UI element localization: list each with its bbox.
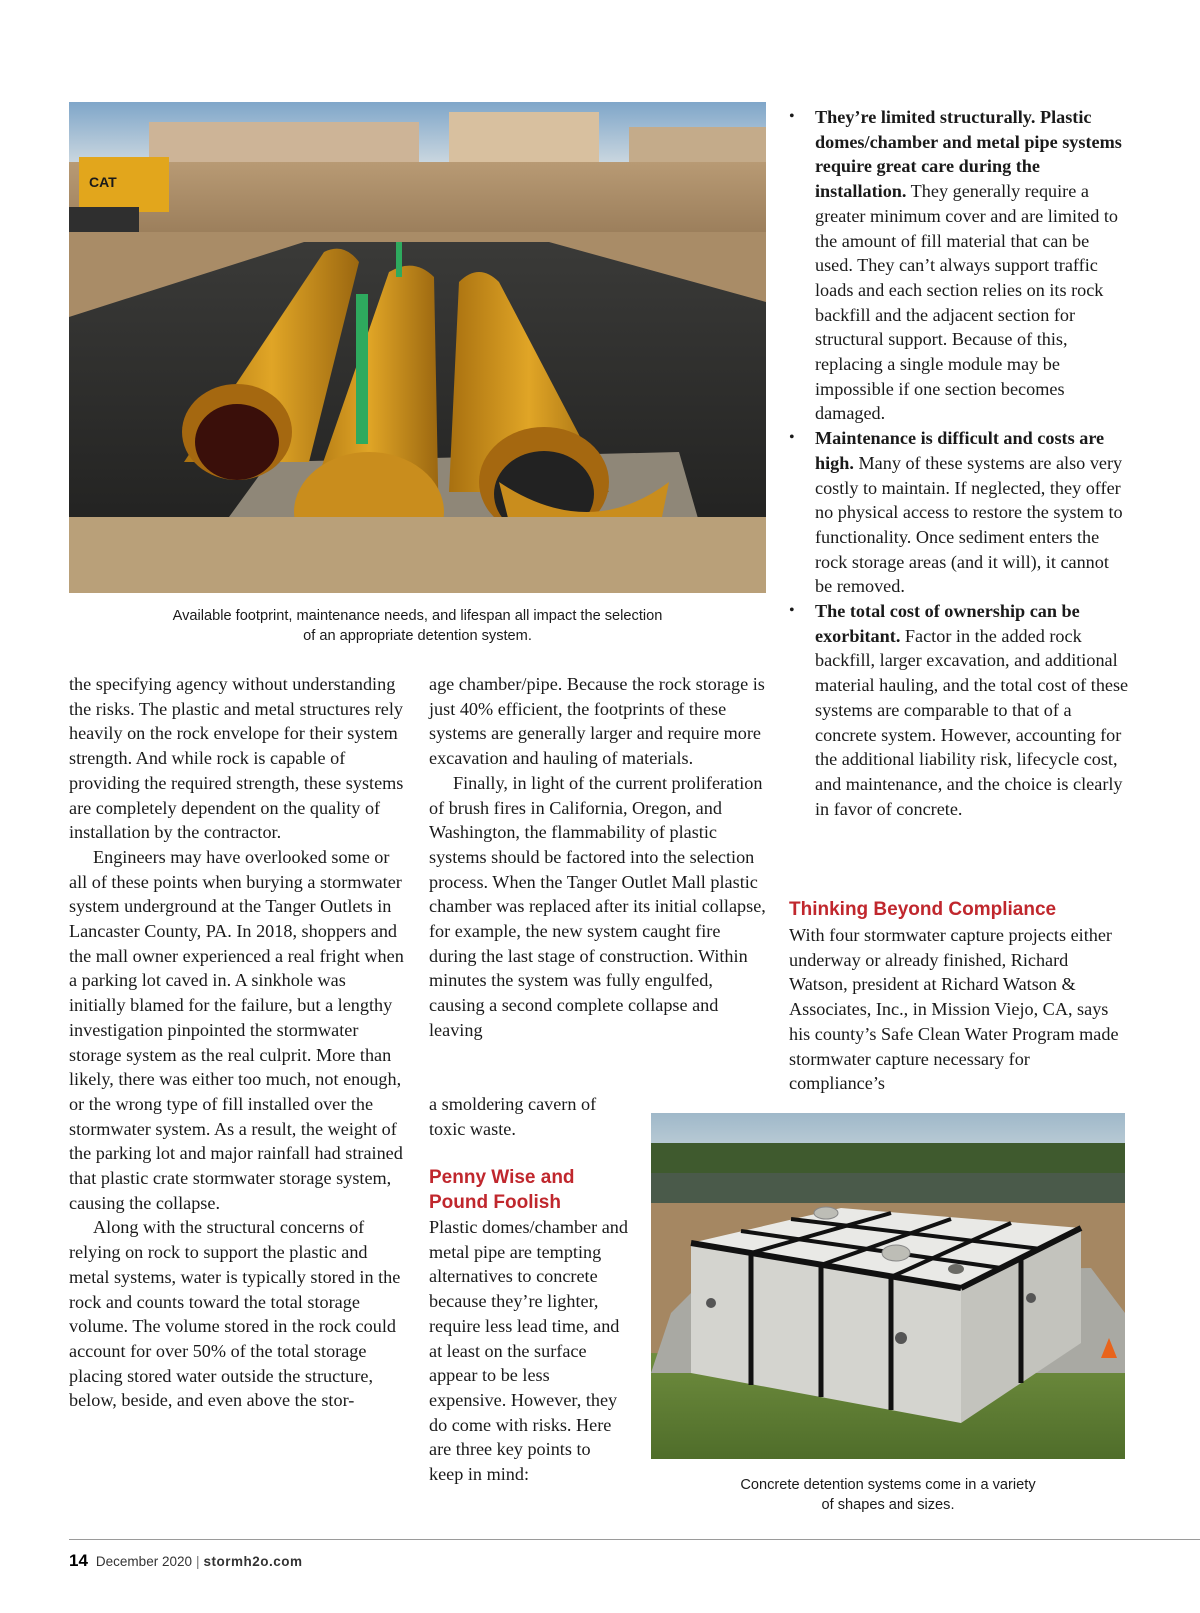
list-item	[789, 105, 1129, 426]
page-footer	[69, 1551, 303, 1571]
concrete-vault-illustration	[651, 1113, 1125, 1459]
paragraph: Finally, in light of the current proliferation of brush fires in California, Oregon, and Washington, the flammability of plastic systems should be factored into the selection process. When the Tanger Outlet Mall plastic chamber was replaced after its initial collapse, for example, the new system caught fire during the last stage of construction. Within minutes the system was fully engulfed, causing a second complete collapse and leaving	[429, 772, 766, 1040]
paragraph: Plastic domes/chamber and metal pipe are tempting alternatives to concrete because they’re lighter, require less lead time, and at least on the surface appear to be less expensive. However, they do come with risks. Here are three key points to keep in mind:	[429, 1217, 628, 1485]
footer-separator: |	[195, 1554, 200, 1569]
figure-2-caption	[651, 1475, 1125, 1515]
bullet-lead: Maintenance is difficult and costs are high.	[815, 428, 1105, 473]
key-points-list	[789, 105, 1129, 821]
website-link[interactable]: stormh2o.com	[203, 1554, 303, 1569]
list-item	[789, 426, 1129, 599]
caption-line: of an appropriate detention system.	[303, 628, 532, 644]
column-2-lower	[429, 1215, 629, 1487]
section-heading-penny-wise	[429, 1166, 629, 1215]
list-item	[789, 599, 1129, 821]
bullet-icon: •	[789, 108, 795, 125]
bullet-text: Many of these systems are also very costly to maintain. If neglected, they offer no physical access to restore the system to functionality. Once sediment enters the rock storage areas (and it will), it cannot be removed.	[815, 452, 1123, 597]
heading-line: Penny Wise and	[429, 1167, 575, 1188]
section-heading-thinking-beyond: Thinking Beyond Compliance	[789, 899, 1057, 920]
paragraph: age chamber/pipe. Because the rock storage is just 40% efficient, the footprints of these systems are generally larger and require more excavation and hauling of materials.	[429, 674, 765, 769]
trench-illustration	[69, 102, 766, 593]
bullet-lead: They’re limited structurally. Plastic domes/chamber and metal pipe systems require great care during the installation.	[815, 107, 1122, 202]
caption-line: of shapes and sizes.	[821, 1497, 955, 1513]
column-3	[789, 105, 1129, 821]
caption-line: Concrete detention systems come in a variety	[740, 1477, 1036, 1493]
column-1	[69, 672, 406, 1516]
paragraph: Along with the structural concerns of relying on rock to support the plastic and metal systems, water is typically stored in the rock and counts toward the total storage volume. The volume stored in the rock could account for over 50% of the total storage placing stored water outside the structure, below, beside, and even above the stor-	[69, 1217, 401, 1411]
figure-2-photo	[651, 1113, 1125, 1459]
column-2	[429, 672, 766, 1043]
paragraph: the specifying agency without understanding the risks. The plastic and metal structures rely heavily on the rock envelope for their system strength. And while rock is capable of providing the required strength, these systems are completely dependent on the quality of installation by the contractor.	[69, 674, 404, 843]
paragraph: With four stormwater capture projects either underway or already finished, Richard Watson, president at Richard Watson & Associates, Inc., in Mission Viejo, CA, says his county’s Safe Clean Water Program made stormwater capture necessary for compliance’s	[789, 925, 1119, 1094]
column-2-continued	[429, 1092, 629, 1141]
page-number: 14	[69, 1551, 88, 1570]
bullet-text: They generally require a greater minimum cover and are limited to the amount of fill material that can be used. They can’t always support traffic loads and each section relies on its rock backfill and the adjacent section for structural support. Because of this, replacing a single module may be impossible if one section becomes damaged.	[815, 181, 1119, 424]
paragraph: Engineers may have overlooked some or all of these points when burying a stormwater system underground at the Tanger Outlets in Lancaster County, PA. In 2018, shoppers and the mall owner experienced a real fright when a parking lot caved in. A sinkhole was initially blamed for the failure, but a lengthy investigation pinpointed the stormwater storage system as the real culprit. More than likely, there was either too much, not enough, or the wrong type of fill installed over the stormwater system. As a result, the weight of the parking lot and major rainfall had strained that plastic crate stormwater storage system, causing the collapse.	[69, 846, 404, 1213]
footer-divider	[69, 1539, 1200, 1540]
bullet-text: Factor in the added rock backfill, larger excavation, and additional material hauling, and the total cost of these systems are comparable to that of a concrete system. However, accounting for the additional liability risk, lifecycle cost, and maintenance, and the choice is clearly in favor of concrete.	[815, 625, 1129, 819]
bullet-icon: •	[789, 602, 795, 620]
paragraph: a smoldering cavern of toxic waste.	[429, 1094, 597, 1139]
figure-1-photo	[69, 102, 766, 593]
caption-line: Available footprint, maintenance needs, and lifespan all impact the selection	[172, 608, 663, 624]
column-3-lower	[789, 923, 1129, 1098]
heading-line: Pound Foolish	[429, 1191, 561, 1213]
figure-1-caption	[69, 606, 766, 646]
machine-label: CAT	[89, 174, 117, 190]
issue-date: December 2020	[95, 1554, 192, 1569]
bullet-icon: •	[789, 429, 795, 447]
bullet-lead: The total cost of ownership can be exorbitant.	[815, 601, 1080, 646]
